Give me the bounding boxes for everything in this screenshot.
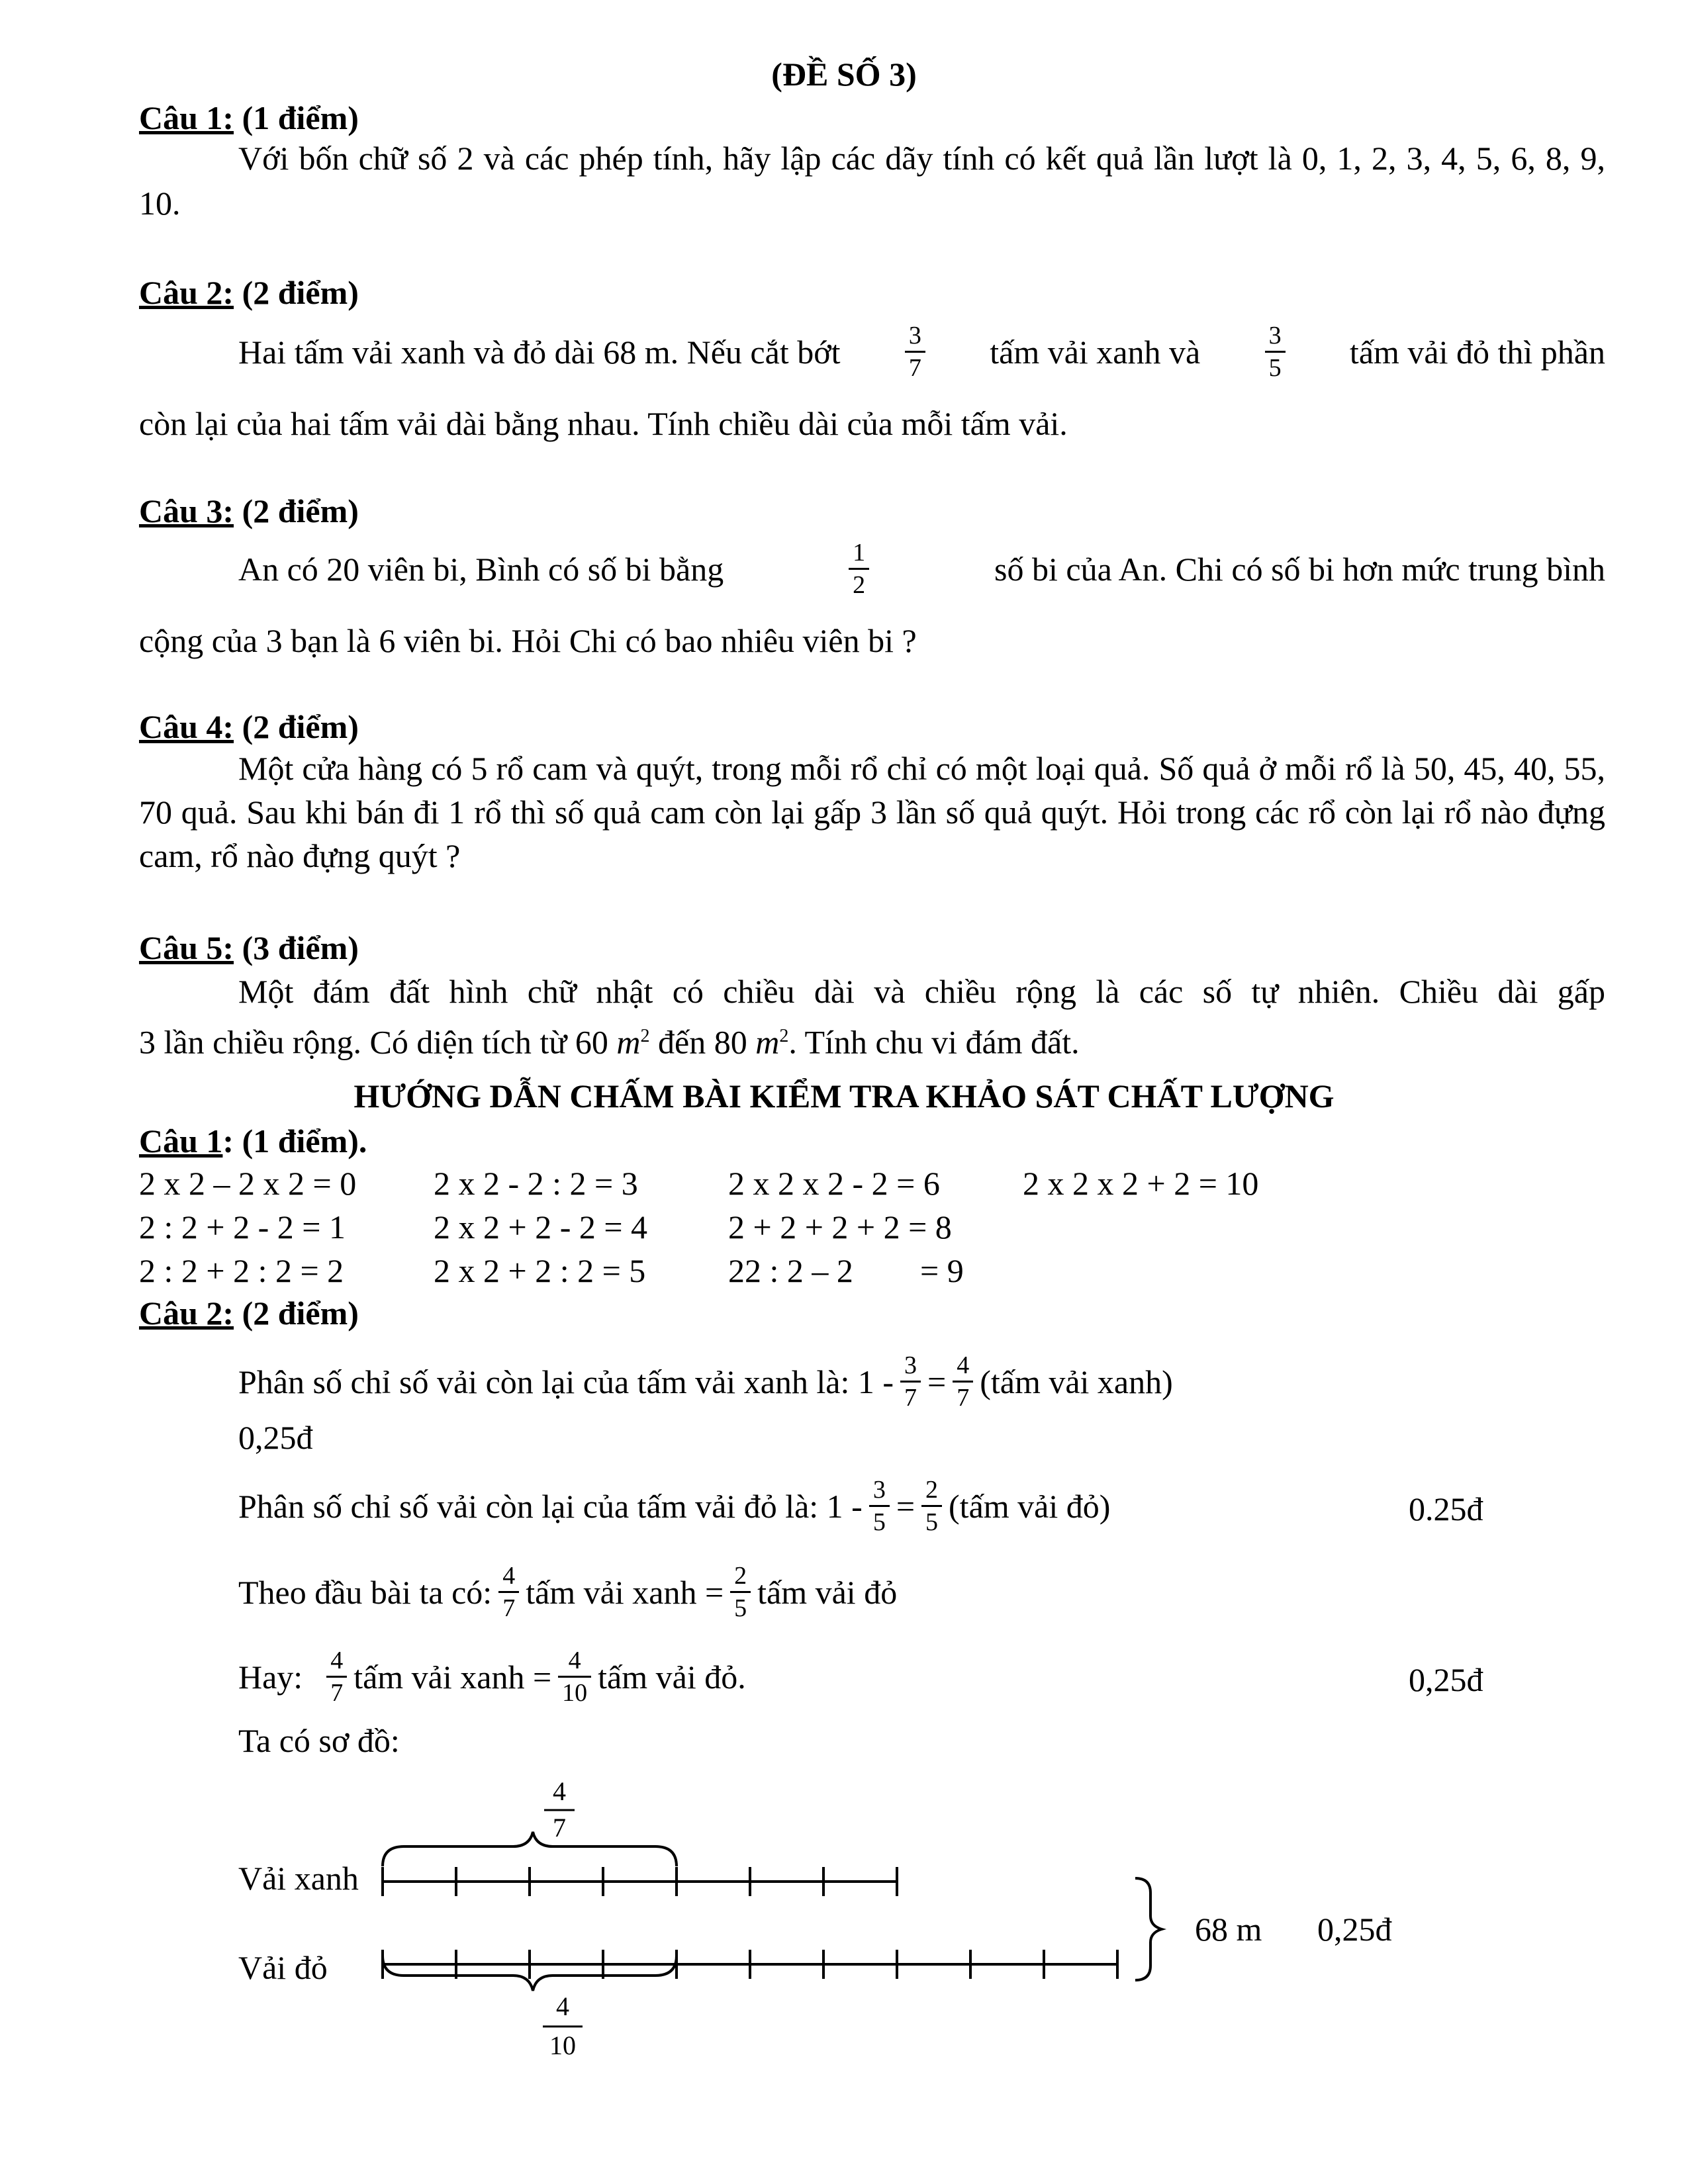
q2-line1	[238, 320, 1605, 383]
a2-s3-frac1: $\frac{4}{7}$	[498, 1561, 519, 1623]
q3-points: (2 điểm)	[242, 492, 359, 529]
a1-points: : (1 điểm).	[222, 1122, 367, 1160]
q5-heading	[139, 928, 359, 968]
equation-r1-c1: 2 x 2 – 2 x 2 = 0	[139, 1165, 357, 1202]
a2-step5: Ta có sơ đồ:	[238, 1722, 400, 1759]
q5-line1: Một đám đất hình chữ nhật có chiều dài và chiều rộng là các số tự nhiên. Chiều dài gấp	[238, 973, 1605, 1010]
a2-step1-score: 0,25đ	[238, 1419, 313, 1456]
page-title: (ĐỀ SỐ 3)	[771, 56, 917, 93]
q3-line2: cộng của 3 bạn là 6 viên bi. Hỏi Chi có bao nhiêu viên bi ?	[139, 622, 917, 659]
q3-text-a: An có 20 viên bi, Bình có số bi bằng	[238, 550, 724, 588]
equation-r1-c4: 2 x 2 x 2 + 2 = 10	[1023, 1165, 1259, 1202]
q1-heading	[139, 98, 359, 138]
q5-line2: 3 lần chiều rộng. Có diện tích từ 60 $m^2$ đến 80 $m^2$. Tính chu vi đám đất.	[139, 1023, 1080, 1061]
q5-unit-1: m	[616, 1023, 641, 1061]
q3-text-b: số bi của An. Chi có số bi hơn mức trung bình	[994, 550, 1605, 588]
a2-s2-frac2: $\frac{2}{5}$	[921, 1475, 942, 1537]
equation-r2-c1: 2 : 2 + 2 - 2 = 1	[139, 1208, 346, 1246]
a2-s2-frac1: $\frac{3}{5}$	[869, 1475, 890, 1537]
top-fraction-numerator: 4	[553, 1776, 566, 1806]
a2-heading	[139, 1293, 359, 1333]
q2-line2: còn lại của hai tấm vải dài bằng nhau. Tính chiều dài của mỗi tấm vải.	[139, 405, 1068, 442]
equation-r3-c1: 2 : 2 + 2 : 2 = 2	[139, 1252, 344, 1289]
a2-step3: Theo đầu bài ta có: $\frac{4}{7}$ tấm vải xanh = $\frac{2}{5}$ tấm vải đỏ	[238, 1562, 898, 1622]
a2-step2: Phân số chỉ số vải còn lại của tấm vải đỏ là: 1 - $\frac{3}{5}$ = $\frac{2}{5}$ (tấm vải đỏ)	[238, 1476, 1111, 1536]
q2-text-b: tấm vải xanh và	[990, 333, 1201, 371]
q1-points: (1 điểm)	[242, 99, 359, 136]
q2-label: Câu 2:	[139, 274, 234, 311]
q4-points: (2 điểm)	[242, 708, 359, 745]
equation-r1-c2: 2 x 2 - 2 : 2 = 3	[434, 1165, 638, 1202]
top-brace	[383, 1832, 677, 1866]
q5-unit-2: m	[755, 1023, 780, 1061]
q3-label: Câu 3:	[139, 492, 234, 529]
a1-label: Câu 1	[139, 1122, 223, 1160]
q2-text-a: Hai tấm vải xanh và đỏ dài 68 m. Nếu cắt bớt	[238, 333, 841, 371]
a2-s4-frac2: $\frac{4}{10}$	[558, 1645, 591, 1708]
top-fraction-denominator: 7	[553, 1813, 566, 1843]
equation-r1-c3: 2 x 2 x 2 - 2 = 6	[728, 1165, 940, 1202]
bottom-fraction-numerator: 4	[556, 1991, 569, 2021]
a2-step1: Phân số chỉ số vải còn lại của tấm vải xanh là: 1 - $\frac{3}{7}$ = $\frac{4}{7}$ (tấm vải xanh)	[238, 1351, 1173, 1412]
q3-heading	[139, 491, 359, 531]
equation-r2-c2: 2 x 2 + 2 - 2 = 4	[434, 1208, 648, 1246]
equation-r3-c2: 2 x 2 + 2 : 2 = 5	[434, 1252, 646, 1289]
a2-step4: Hay: $\frac{4}{7}$ tấm vải xanh = $\frac{4}{10}$ tấm vải đỏ.	[238, 1647, 746, 1707]
a2-s4-frac1: $\frac{4}{7}$	[326, 1645, 347, 1708]
equation-r3-c4: = 9	[920, 1252, 964, 1289]
total-length: 68 m	[1195, 1911, 1262, 1948]
q4-heading	[139, 707, 359, 747]
red-cloth-label: Vải đỏ	[238, 1949, 328, 1986]
total-brace	[1135, 1878, 1162, 1980]
a2-step2-score: 0.25đ	[1409, 1490, 1483, 1527]
equation-r3-c3: 22 : 2 – 2	[728, 1252, 853, 1289]
q5-label: Câu 5:	[139, 929, 234, 966]
q1-label: Câu 1:	[139, 99, 234, 136]
q3-fraction: $\frac{1}{2}$	[849, 537, 869, 600]
q5-points: (3 điểm)	[242, 929, 359, 966]
green-cloth-line	[383, 1867, 897, 1896]
equation-r2-c3: 2 + 2 + 2 + 2 = 8	[728, 1208, 952, 1246]
q4-text: Một cửa hàng có 5 rổ cam và quýt, trong mỗi rổ chỉ có một loại quả. Số quả ở mỗi rổ là 50, 45, 40, 55, 70 quả. Sau khi bán đi 1 rổ thì số quả cam còn lại gấp 3 lần số quả quýt. Hỏi trong các rổ còn lại rổ nào đựng cam, rổ nào đựng quýt ?	[139, 750, 1605, 874]
a2-s1-frac2: $\frac{4}{7}$	[953, 1350, 973, 1413]
q2-heading	[139, 273, 359, 312]
segment-diagram	[0, 1760, 1688, 2105]
a2-s1-frac1: $\frac{3}{7}$	[900, 1350, 921, 1413]
diagram-score: 0,25đ	[1317, 1911, 1392, 1948]
a1-heading	[139, 1121, 367, 1161]
guide-title: HƯỚNG DẪN CHẤM BÀI KIỂM TRA KHẢO SÁT CHẤT LƯỢNG	[353, 1077, 1335, 1115]
q2-points: (2 điểm)	[242, 274, 359, 311]
q3-line1	[238, 537, 1605, 600]
q2-text-c: tấm vải đỏ thì phần	[1349, 333, 1605, 371]
q2-fraction-2: $\frac{3}{5}$	[1265, 320, 1286, 383]
q1-text: Với bốn chữ số 2 và các phép tính, hãy lập các dãy tính có kết quả lần lượt là 0, 1, 2, 3, 4, 5, 6, 8, 9, 10.	[139, 140, 1605, 222]
a2-s3-frac2: $\frac{2}{5}$	[730, 1561, 751, 1623]
bottom-fraction-denominator: 10	[549, 2030, 576, 2060]
a2-points: (2 điểm)	[242, 1295, 359, 1332]
green-cloth-label: Vải xanh	[238, 1860, 359, 1897]
q2-fraction-1: $\frac{3}{7}$	[905, 320, 925, 383]
a2-step4-score: 0,25đ	[1409, 1661, 1483, 1698]
q4-label: Câu 4:	[139, 708, 234, 745]
a2-label: Câu 2:	[139, 1295, 234, 1332]
